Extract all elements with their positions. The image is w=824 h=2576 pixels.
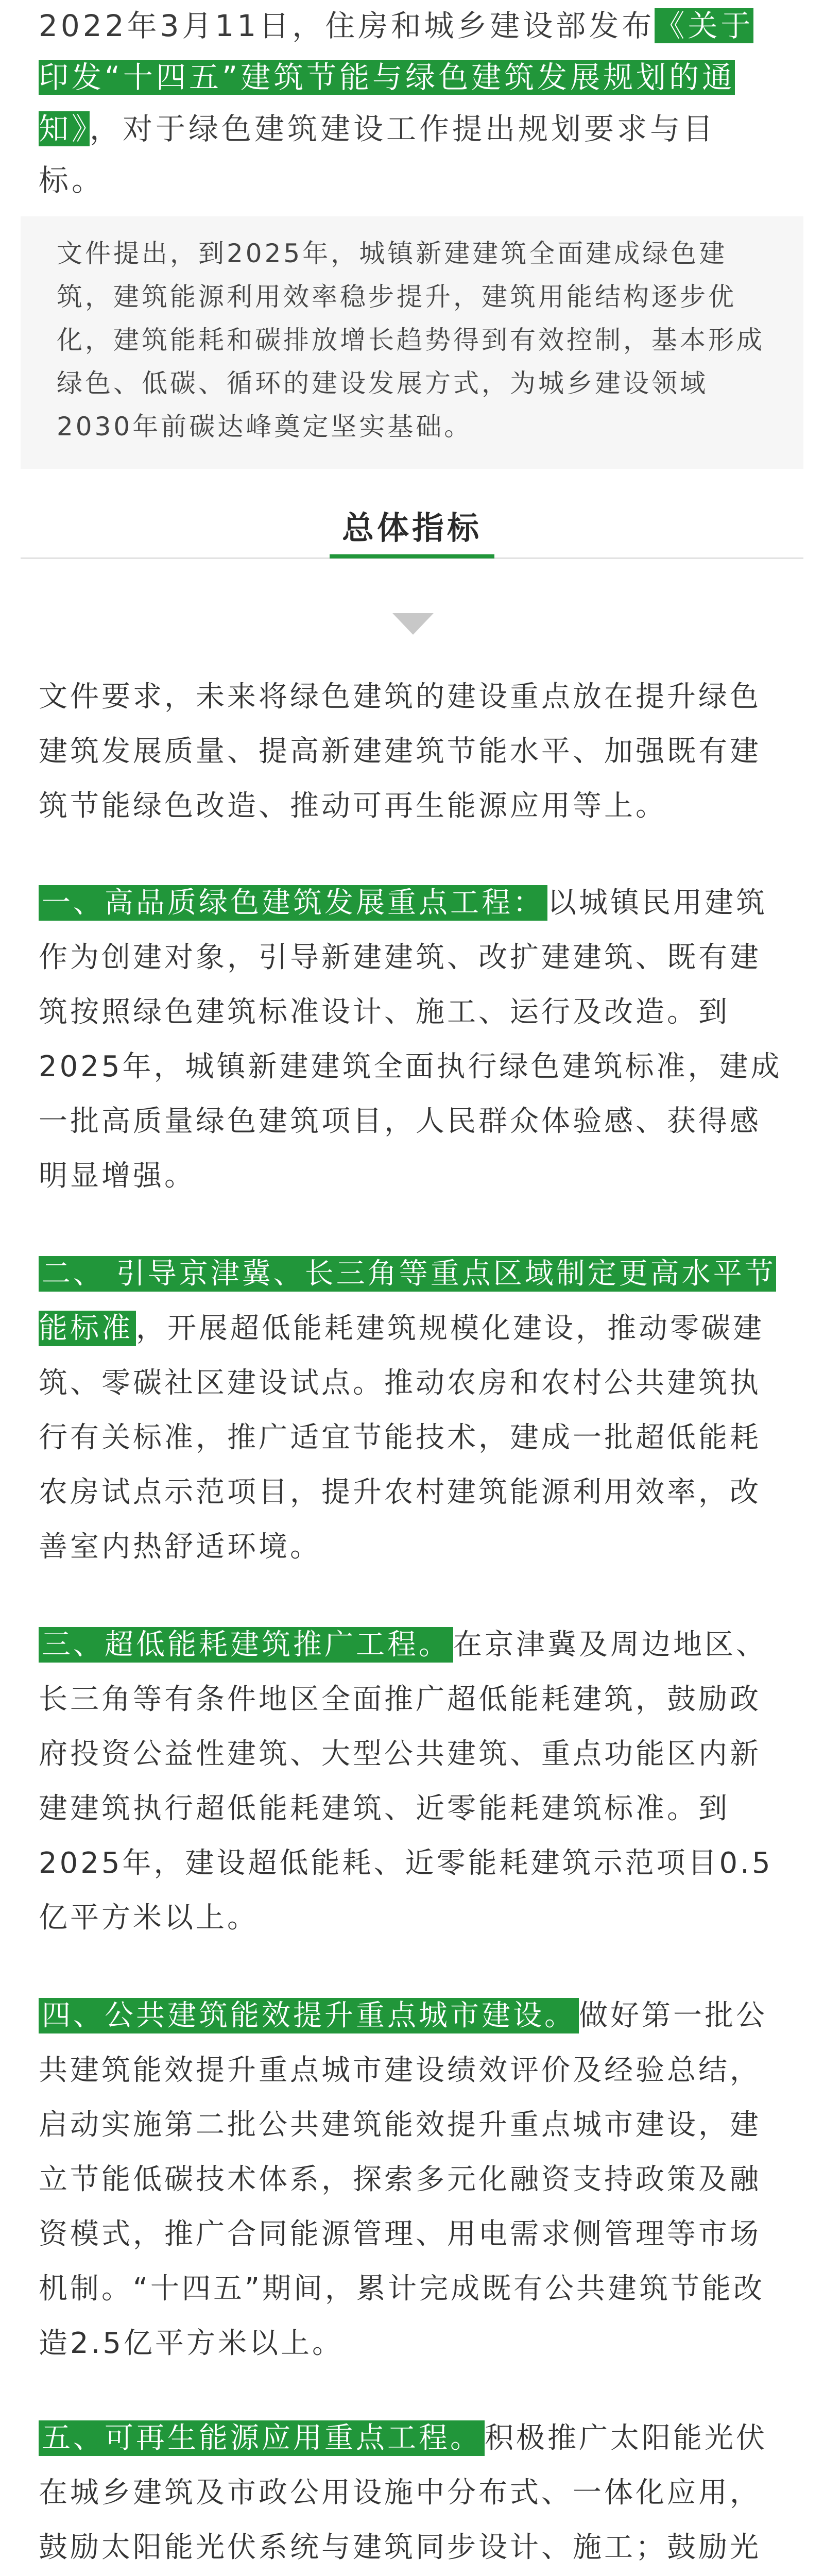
paragraph-item-3 — [39, 1618, 785, 1945]
paragraph-item-4 — [39, 1989, 785, 2371]
paragraph-heading-tag: 二、 引导京津冀、长三角等重点区域制定更高水平节能标准 — [39, 1257, 776, 1345]
intro-text-after: ，对于绿色建筑建设工作提出规划要求与目标。 — [39, 111, 716, 198]
paragraph-text: 以城镇民用建筑作为创建对象，引导新建建筑、改扩建建筑、既有建筑按照绿色建筑标准设计、施工、运行及改造。到2025年，城镇新建建筑全面执行绿色建筑标准，建成一批高质量绿色建筑项目，人民群众体验感、获得感明显增强。 — [39, 886, 782, 1193]
paragraph-text: 文件要求，未来将绿色建筑的建设重点放在提升绿色建筑发展质量、提高新建建筑节能水平、加强既有建筑节能绿色改造、推动可再生能源应用等上。 — [39, 680, 761, 823]
summary-quote-box — [21, 216, 803, 469]
intro-paragraph — [39, 0, 780, 206]
paragraph-text: 做好第一批公共建筑能效提升重点城市建设绩效评价及经验总结，启动实施第二批公共建筑能效提升重点城市建设，建立节能低碳技术体系，探索多元化融资支持政策及融资模式，推广合同能源管理、用电需求侧管理等市场机制。“十四五”期间，累计完成既有公共建筑节能改造2.5亿平方米以上。 — [39, 1999, 767, 2360]
summary-quote-text: 文件提出，到2025年，城镇新建建筑全面建成绿色建筑，建筑能源利用效率稳步提升，建筑用能结构逐步优化，建筑能耗和碳排放增长趋势得到有效控制，基本形成绿色、低碳、循环的建设发展方式，为城乡建设领域2030年前碳达峰奠定坚实基础。 — [57, 239, 765, 442]
paragraph-text: ，开展超低能耗建筑规模化建设，推动零碳建筑、零碳社区建设试点。推动农房和农村公共建筑执行有关标准，推广适宜节能技术，建成一批超低能耗农房试点示范项目，提升农村建筑能源利用效率，改善室内热舒适环境。 — [39, 1312, 764, 1564]
paragraph-heading-tag: 三、超低能耗建筑推广工程。 — [39, 1627, 453, 1663]
paragraph-heading-tag: 一、高品质绿色建筑发展重点工程： — [39, 885, 547, 921]
paragraph-overview — [39, 670, 785, 834]
document-title-highlight: 《关于印发“十四五”建筑节能与绿色建筑发展规划的通知》 — [39, 8, 754, 146]
paragraph-item-2 — [39, 1247, 785, 1574]
paragraph-item-1 — [39, 876, 785, 1204]
down-arrow-icon — [392, 613, 434, 635]
section-title-underline — [330, 554, 494, 558]
paragraph-text: 积极推广太阳能光伏在城乡建筑及市政公用设施中分布式、一体化应用，鼓励太阳能光伏系统与建筑同步设计、施工；鼓励光 — [39, 2421, 767, 2564]
intro-text-before: 2022年3月11日，住房和城乡建设部发布 — [39, 8, 655, 43]
paragraph-text: 在京津冀及周边地区、长三角等有条件地区全面推广超低能耗建筑，鼓励政府投资公益性建筑、大型公共建筑、重点功能区内新建建筑执行超低能耗建筑、近零能耗建筑标准。到2025年，建设超低能耗、近零能耗建筑示范项目0.5亿平方米以上。 — [39, 1628, 773, 1935]
paragraph-heading-tag: 五、可再生能源应用重点工程。 — [39, 2420, 485, 2456]
paragraph-heading-tag: 四、公共建筑能效提升重点城市建设。 — [39, 1998, 579, 2033]
section-title: 总体指标 — [341, 509, 482, 547]
paragraph-item-5 — [39, 2411, 785, 2576]
